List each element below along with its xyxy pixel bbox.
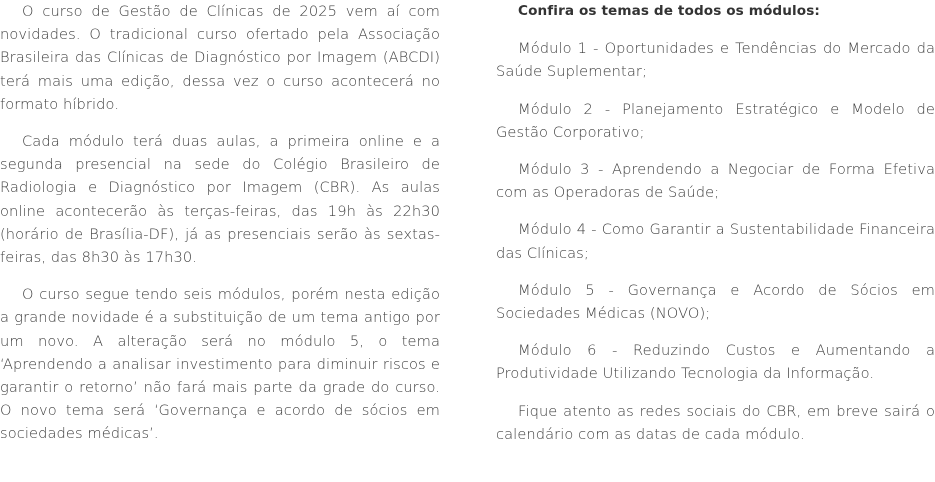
intro-paragraph: O curso de Gestão de Clínicas de 2025 vem aí com novidades. O tradicional curso ofertado pela Associação Brasileira das Clínicas de Diagnóstico por Imagem (ABCDI) terá mais uma edição, dessa vez o curso acontecerá no formato híbrido. [0,3,440,113]
module-item-6: Módulo 6 - Reduzindo Custos e Aumentando a Produtividade Utilizando Tecnologia da Informação. [496,342,935,383]
right-column [496,0,935,446]
module-item-2: Módulo 2 - Planejamento Estratégico e Modelo de Gestão Corporativo; [496,100,935,141]
schedule-paragraph: Cada módulo terá duas aulas, a primeira online e a segunda presencial na sede do Colégio Brasileiro de Radiologia e Diagnóstico por Imagem (CBR). As aulas online acontecerão às terças-feiras, das 19h às 22h30 (horário de Brasília-DF), já as presenciais serão às sextas-feiras, das 8h30 às 17h30. [0,133,440,267]
module-item-4: Módulo 4 - Como Garantir a Sustentabilidade Financeira das Clínicas; [496,221,935,262]
closing-paragraph: Fique atento as redes sociais do CBR, em breve sairá o calendário com as datas de cada módulo. [496,402,935,443]
modules-heading: Confira os temas de todos os módulos: [518,3,820,19]
left-column [0,0,440,446]
module-item-3: Módulo 3 - Aprendendo a Negociar de Forma Efetiva com as Operadoras de Saúde; [496,161,935,202]
module-item-5: Módulo 5 - Governança e Acordo de Sócios em Sociedades Médicas (NOVO); [496,281,935,323]
novelty-paragraph: O curso segue tendo seis módulos, porém nesta edição a grande novidade é a substituição de um tema antigo por um novo. A alteração será no módulo 5, o tema ‘Aprendendo a analisar investimento para diminuir riscos e garantir o retorno’ não fará mais parte da grade do curso. O novo tema será ‘Governança e acordo de sócios em sociedades médicas’. [0,286,440,443]
module-item-1: Módulo 1 - Oportunidades e Tendências do Mercado da Saúde Suplementar; [496,40,935,81]
